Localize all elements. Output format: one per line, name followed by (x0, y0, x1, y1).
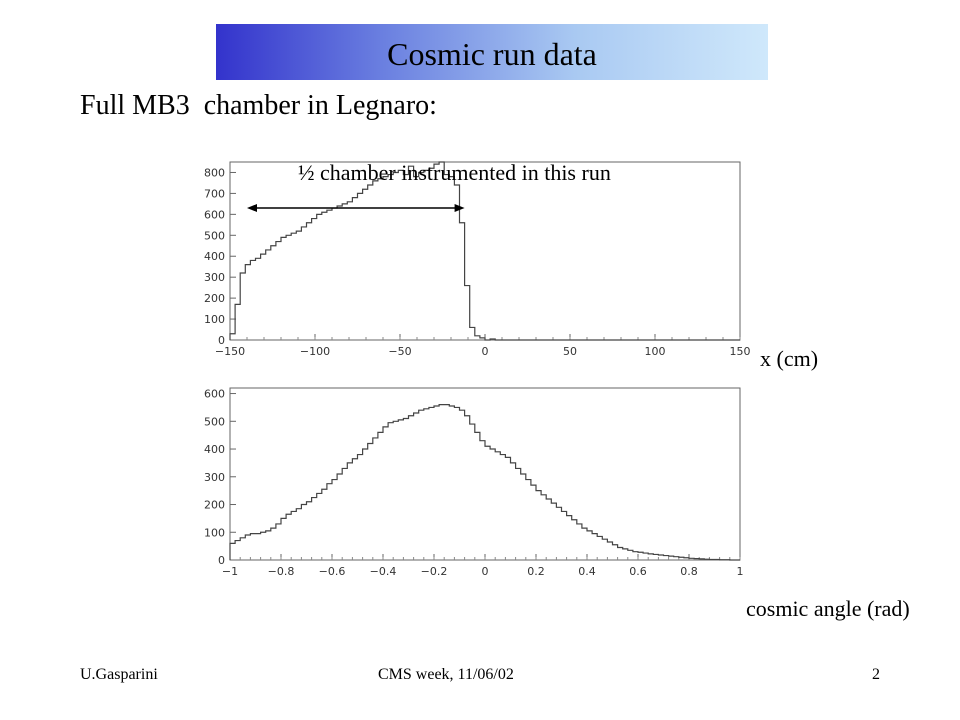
bottom-plot-xtick-label: 1 (736, 565, 744, 578)
top-plot-xtick-label: −150 (214, 345, 246, 358)
top-plot-ytick-label: 500 (204, 229, 225, 243)
bottom-plot-xtick-label: 0.8 (680, 565, 698, 578)
slide-title: Cosmic run data (387, 36, 597, 72)
top-plot-ytick-label: 700 (204, 187, 225, 201)
top-plot-ytick-label: 400 (204, 250, 225, 264)
footer-event: CMS week, 11/06/02 (378, 666, 514, 683)
bottom-plot-xtick-label: 0.2 (527, 565, 545, 578)
bottom-plot-ytick-label: 200 (204, 498, 225, 512)
bottom-plot-xtick-label: −0.4 (369, 565, 397, 578)
top-plot-ytick-label: 100 (204, 313, 225, 327)
top-plot-ytick-label: 800 (204, 166, 225, 180)
top-plot-xtick-label: 150 (729, 345, 751, 358)
top-plot-ytick-label: 600 (204, 208, 225, 222)
bottom-plot-ytick-label: 500 (204, 415, 225, 429)
x-axis-label-top: x (cm) (760, 346, 819, 371)
top-plot-ytick-label: 0 (218, 334, 225, 347)
bottom-plot-xtick-label: −0.6 (318, 565, 346, 578)
top-plot-ytick-label: 300 (204, 271, 225, 285)
annotation-label: ½ chamber instrumented in this run (298, 160, 611, 185)
top-plot-xtick-label: 0 (481, 345, 489, 358)
bottom-plot-xtick-label: 0.6 (629, 565, 647, 578)
x-axis-label-bottom: cosmic angle (rad) (746, 596, 910, 621)
bottom-plot-xtick-label: −1 (221, 565, 239, 578)
bottom-plot-xtick-label: −0.2 (420, 565, 448, 578)
bottom-plot-xtick-label: −0.8 (267, 565, 295, 578)
bottom-plot-xtick-label: 0.4 (578, 565, 596, 578)
top-plot-xtick-label: −50 (388, 345, 412, 358)
top-plot-ytick-label: 200 (204, 292, 225, 306)
bottom-plot-histogram-line (230, 405, 740, 560)
bottom-plot-xtick-label: 0 (481, 565, 489, 578)
bottom-plot-ytick-label: 600 (204, 387, 225, 401)
bottom-plot-ytick-label: 0 (218, 554, 225, 567)
bottom-plot-ytick-label: 300 (204, 470, 225, 484)
top-plot-xtick-label: 50 (563, 345, 577, 358)
top-plot-xtick-label: 100 (644, 345, 666, 358)
footer-author: U.Gasparini (80, 666, 158, 683)
bottom-plot-frame (230, 388, 740, 560)
top-plot-xtick-label: −100 (299, 345, 331, 358)
footer-page-number: 2 (872, 666, 880, 683)
slide-subtitle: Full MB3 chamber in Legnaro: (80, 90, 437, 121)
bottom-plot-ytick-label: 100 (204, 526, 225, 540)
bottom-plot-ytick-label: 400 (204, 443, 225, 457)
